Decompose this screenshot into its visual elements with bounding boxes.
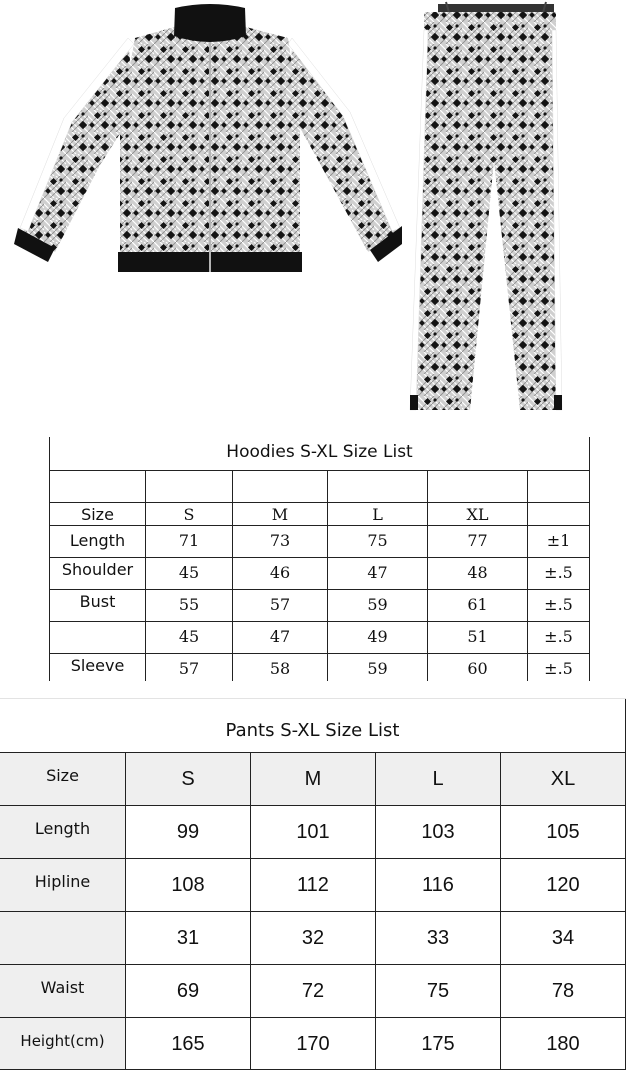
header-cell: XL — [427, 502, 527, 525]
row-label: Length — [49, 525, 145, 557]
table-row — [0, 858, 626, 911]
tolerance-cell: ±.5 — [527, 557, 590, 589]
table-cell: 61 — [427, 589, 527, 621]
header-cell: Size — [0, 752, 125, 805]
tolerance-cell: ±1 — [527, 525, 590, 557]
hoodies-size-table — [49, 437, 590, 681]
table-cell: 170 — [250, 1017, 375, 1070]
table-row — [49, 525, 590, 557]
table-row — [49, 653, 590, 681]
row-label: Waist — [0, 964, 125, 1017]
row-label: Sleeve — [49, 653, 145, 681]
header-cell — [527, 502, 590, 525]
table-cell: 108 — [125, 858, 250, 911]
row-label: Height(cm) — [0, 1017, 125, 1070]
header-cell: L — [375, 752, 500, 805]
table-cell: 120 — [500, 858, 626, 911]
header-cell: Size — [49, 502, 145, 525]
table-cell: 180 — [500, 1017, 626, 1070]
blank-cell — [427, 470, 527, 502]
table-cell: 101 — [250, 805, 375, 858]
row-label: Hipline — [0, 858, 125, 911]
table-cell: 33 — [375, 911, 500, 964]
table-row — [0, 1017, 626, 1070]
table-cell: 31 — [125, 911, 250, 964]
table-cell: 47 — [232, 621, 327, 653]
table-cell: 112 — [250, 858, 375, 911]
table-row — [49, 621, 590, 653]
table-cell: 69 — [125, 964, 250, 1017]
row-label: Shoulder — [49, 557, 145, 589]
table-cell: 71 — [145, 525, 232, 557]
blank-cell — [232, 470, 327, 502]
table-cell: 46 — [232, 557, 327, 589]
table-cell: 116 — [375, 858, 500, 911]
table-cell: 73 — [232, 525, 327, 557]
table-cell: 75 — [375, 964, 500, 1017]
table-cell: 51 — [427, 621, 527, 653]
track-jacket — [14, 4, 402, 272]
table-row — [0, 964, 626, 1017]
pants-size-table — [0, 699, 626, 1070]
pants-table-title: Pants S-XL Size List — [0, 699, 626, 752]
pants-header-row — [0, 752, 626, 805]
product-photo — [0, 0, 626, 430]
tolerance-cell: ±.5 — [527, 621, 590, 653]
row-label — [49, 621, 145, 653]
table-cell: 32 — [250, 911, 375, 964]
table-cell: 99 — [125, 805, 250, 858]
table-cell: 45 — [145, 621, 232, 653]
table-cell: 59 — [327, 653, 427, 681]
tolerance-cell: ±.5 — [527, 589, 590, 621]
table-cell: 78 — [500, 964, 626, 1017]
table-row — [0, 805, 626, 858]
tolerance-cell: ±.5 — [527, 653, 590, 681]
table-cell: 105 — [500, 805, 626, 858]
blank-cell — [49, 470, 145, 502]
header-cell: S — [125, 752, 250, 805]
tracksuit-illustration — [0, 0, 626, 430]
table-cell: 57 — [232, 589, 327, 621]
header-cell: M — [250, 752, 375, 805]
header-cell: XL — [500, 752, 626, 805]
hoodies-blank-row — [49, 470, 590, 502]
table-cell: 48 — [427, 557, 527, 589]
table-cell: 75 — [327, 525, 427, 557]
table-cell: 59 — [327, 589, 427, 621]
table-cell: 77 — [427, 525, 527, 557]
table-cell: 34 — [500, 911, 626, 964]
table-row — [49, 589, 590, 621]
table-cell: 45 — [145, 557, 232, 589]
table-cell: 49 — [327, 621, 427, 653]
table-cell: 72 — [250, 964, 375, 1017]
header-cell: M — [232, 502, 327, 525]
blank-cell — [145, 470, 232, 502]
table-row — [49, 557, 590, 589]
table-cell: 60 — [427, 653, 527, 681]
hoodies-header-row — [49, 502, 590, 525]
hoodies-table-title: Hoodies S-XL Size List — [49, 437, 590, 470]
row-label — [0, 911, 125, 964]
table-cell: 103 — [375, 805, 500, 858]
table-cell: 57 — [145, 653, 232, 681]
blank-cell — [527, 470, 590, 502]
table-cell: 175 — [375, 1017, 500, 1070]
table-cell: 47 — [327, 557, 427, 589]
table-cell: 165 — [125, 1017, 250, 1070]
row-label: Length — [0, 805, 125, 858]
header-cell: S — [145, 502, 232, 525]
table-cell: 58 — [232, 653, 327, 681]
table-cell: 55 — [145, 589, 232, 621]
row-label: Bust — [49, 589, 145, 621]
table-row — [0, 911, 626, 964]
header-cell: L — [327, 502, 427, 525]
track-pants — [410, 2, 562, 410]
blank-cell — [327, 470, 427, 502]
